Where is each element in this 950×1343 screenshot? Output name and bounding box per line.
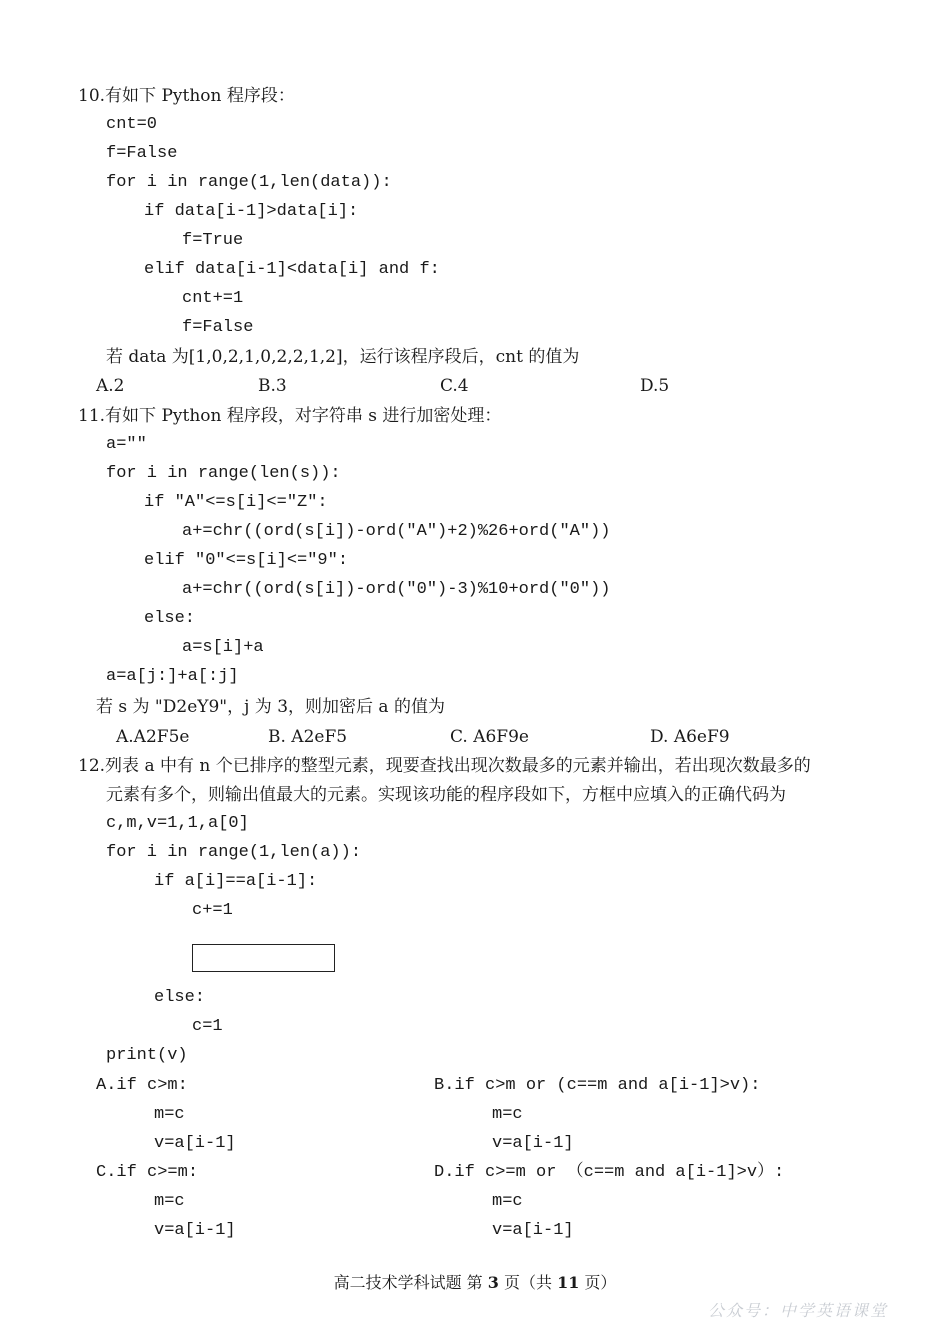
q12-option-b-line: v=a[i-1] — [492, 1134, 574, 1153]
q11-option-d: D. A6eF9 — [650, 727, 730, 747]
watermark: 公众号：中学英语课堂 — [708, 1301, 889, 1320]
q11-title: 11.有如下 Python 程序段，对字符串 s 进行加密处理： — [78, 406, 502, 426]
q12-code-line: c=1 — [192, 1017, 223, 1036]
q11-code-line: a+=chr((ord(s[i])-ord("0")-3)%10+ord("0")) — [182, 580, 611, 599]
q12-title-line1: 12.列表 a 中有 n 个已排序的整型元素，现要查找出现次数最多的元素并输出，若出现次数最多的 — [78, 756, 811, 776]
q10-title: 10.有如下 Python 程序段： — [78, 86, 295, 106]
q10-option-c: C.4 — [440, 376, 469, 396]
q12-option-b: B.if c>m or (c==m and a[i-1]>v): — [434, 1076, 761, 1095]
q11-option-a: A.A2F5e — [116, 727, 190, 747]
q12-option-d-line: v=a[i-1] — [492, 1221, 574, 1240]
q11-option-b: B. A2eF5 — [268, 727, 348, 747]
q11-code-line: if "A"<=s[i]<="Z": — [144, 493, 328, 512]
answer-blank-box — [192, 944, 335, 972]
q12-option-a: A.if c>m: — [96, 1076, 188, 1095]
q10-option-d: D.5 — [640, 376, 670, 396]
q12-code-line: c+=1 — [192, 901, 233, 920]
q11-option-c: C. A6F9e — [450, 727, 529, 747]
q12-option-c: C.if c>=m: — [96, 1163, 199, 1182]
footer-prefix: 高二技术学科试题 第 — [333, 1273, 488, 1292]
q12-code-line: if a[i]==a[i-1]: — [154, 872, 318, 891]
q10-option-b: B.3 — [258, 376, 287, 396]
q10-code-line: f=False — [106, 144, 178, 163]
footer-suffix: 页） — [579, 1273, 617, 1292]
q11-code-line: else: — [144, 609, 196, 628]
q10-code-line: for i in range(1,len(data)): — [106, 173, 392, 192]
footer-page-number: 3 — [487, 1273, 499, 1292]
q10-code-line: f=False — [182, 318, 254, 337]
q12-option-d: D.if c>=m or （c==m and a[i-1]>v）: — [434, 1163, 785, 1182]
q11-code-line: a="" — [106, 435, 147, 454]
footer-total-pages: 11 — [557, 1273, 580, 1292]
q12-option-c-line: m=c — [154, 1192, 185, 1211]
q12-option-c-line: v=a[i-1] — [154, 1221, 236, 1240]
q10-code-line: if data[i-1]>data[i]: — [144, 202, 359, 221]
q12-option-b-line: m=c — [492, 1105, 523, 1124]
q10-question: 若 data 为[1,0,2,1,0,2,2,1,2]，运行该程序段后，cnt 的值为 — [106, 347, 580, 367]
q12-code-line: print(v) — [106, 1046, 188, 1065]
q11-code-line: a=a[j:]+a[:j] — [106, 667, 239, 686]
q10-code-line: cnt=0 — [106, 115, 158, 134]
q11-code-line: for i in range(len(s)): — [106, 464, 341, 483]
q10-code-line: cnt+=1 — [182, 289, 244, 308]
q12-title-line2: 元素有多个，则输出值最大的元素。实现该功能的程序段如下，方框中应填入的正确代码为 — [106, 785, 786, 805]
q12-code-line: else: — [154, 988, 206, 1007]
q11-code-line: a=s[i]+a — [182, 638, 264, 657]
q12-code-line: for i in range(1,len(a)): — [106, 843, 362, 862]
q12-option-a-line: m=c — [154, 1105, 185, 1124]
q10-option-a: A.2 — [96, 376, 125, 396]
q11-code-line: a+=chr((ord(s[i])-ord("A")+2)%26+ord("A")) — [182, 522, 611, 541]
q11-code-line: elif "0"<=s[i]<="9": — [144, 551, 349, 570]
footer-middle: 页（共 — [498, 1273, 558, 1292]
q10-code-line: f=True — [182, 231, 244, 250]
q12-code-line: c,m,v=1,1,a[0] — [106, 814, 249, 833]
page-footer — [0, 1270, 950, 1293]
q12-option-a-line: v=a[i-1] — [154, 1134, 236, 1153]
q12-option-d-line: m=c — [492, 1192, 523, 1211]
q10-code-line: elif data[i-1]<data[i] and f: — [144, 260, 440, 279]
q11-question: 若 s 为 "D2eY9"，j 为 3，则加密后 a 的值为 — [96, 697, 445, 717]
